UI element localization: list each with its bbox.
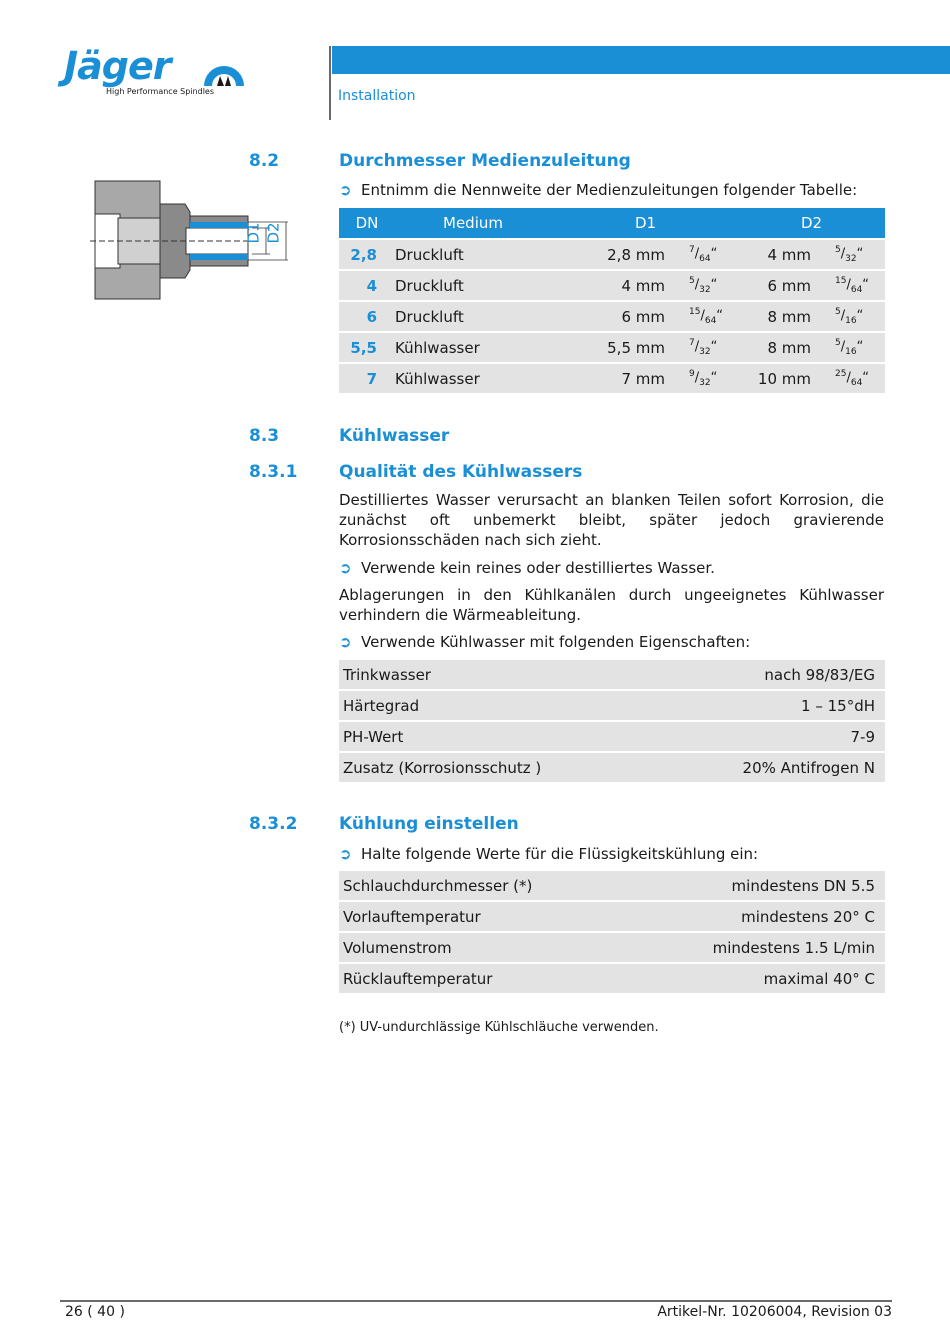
col-header-dn: DN (339, 208, 395, 239)
cell-d2-inch: $^5/_{32}“$ (829, 239, 885, 270)
table-row (339, 332, 885, 363)
jaeger-logo (64, 44, 254, 102)
fraction-denominator: 64 (850, 284, 863, 295)
section-number-8-3-2: 8.3.2 (249, 814, 298, 834)
table-row (339, 690, 885, 721)
page-number: 26 ( 40 ) (65, 1304, 125, 1320)
cell-d1: 7 mm (555, 363, 683, 393)
table-row (339, 301, 885, 332)
col-header-d1 (555, 208, 745, 239)
cell-d1-inch: $^7/_{64}“$ (683, 239, 745, 270)
arrow-bullet-icon: ➲ (339, 559, 352, 577)
fraction-denominator: 32 (699, 346, 711, 357)
arrow-bullet-icon: ➲ (339, 181, 352, 199)
figure-label-d1: D1 (244, 222, 263, 244)
setting-name: Rücklauftemperatur (339, 963, 631, 994)
cell-medium: Kühlwasser (395, 332, 555, 363)
footnote: (*) UV-undurchlässige Kühlschläuche verwenden. (339, 1020, 659, 1035)
cell-dn: 2,8 (339, 239, 395, 270)
cell-d2-inch: $^{25}/_{64}“$ (829, 363, 885, 393)
fraction-numerator: 5 (835, 307, 841, 318)
fraction-denominator: 64 (850, 377, 863, 388)
fraction-numerator: 7 (689, 338, 695, 349)
cell-d1: 5,5 mm (555, 332, 683, 363)
fraction-numerator: 9 (689, 369, 695, 380)
figure-label-d2: D2 (264, 222, 283, 244)
arrow-bullet-icon: ➲ (339, 845, 352, 863)
logo-wordmark: Jäger (64, 44, 171, 88)
table-row (339, 901, 885, 932)
instruction-no-distilled-water (339, 559, 715, 577)
fraction-numerator: 5 (835, 245, 841, 256)
property-value: 1 – 15°dH (662, 690, 885, 721)
header-section-label: Installation (338, 88, 416, 104)
cell-d2-inch: $^5/_{16}“$ (829, 332, 885, 363)
table-row (339, 752, 885, 783)
setting-name: Vorlauftemperatur (339, 901, 631, 932)
setting-name: Schlauchdurchmesser (*) (339, 871, 631, 901)
cell-d1-inch: $^9/_{32}“$ (683, 363, 745, 393)
section-title-8-2: Durchmesser Medienzuleitung (339, 151, 631, 171)
cell-d1: 6 mm (555, 301, 683, 332)
fraction-denominator: 32 (845, 253, 857, 264)
property-value: nach 98/83/EG (662, 660, 885, 690)
property-name: PH-Wert (339, 721, 662, 752)
table-row (339, 363, 885, 393)
fraction-numerator: 5 (689, 276, 695, 287)
cell-d2: 10 mm (745, 363, 829, 393)
fraction-denominator: 64 (704, 315, 717, 326)
property-name: Härtegrad (339, 690, 662, 721)
instruction-cooling-settings (339, 845, 758, 863)
article-number: Artikel-Nr. 10206004, Revision 03 (657, 1304, 892, 1320)
cell-d2: 8 mm (745, 332, 829, 363)
instruction-text: Verwende kein reines oder destilliertes Wasser. (361, 559, 715, 577)
instruction-text: Entnimm die Nennweite der Medienzuleitungen folgender Tabelle: (361, 181, 858, 199)
cell-dn: 4 (339, 270, 395, 301)
cooling-settings-table (339, 871, 885, 995)
property-value: 20% Antifrogen N (662, 752, 885, 783)
fraction-numerator: 15 (835, 276, 847, 287)
fraction-denominator: 16 (845, 346, 857, 357)
nominal-size-table (339, 208, 885, 393)
property-name: Zusatz (Korrosionsschutz ) (339, 752, 662, 783)
cell-dn: 5,5 (339, 332, 395, 363)
fraction-numerator: 25 (835, 369, 847, 380)
section-number-8-2: 8.2 (249, 151, 280, 171)
cell-d1: 4 mm (555, 270, 683, 301)
table-row (339, 721, 885, 752)
setting-value: mindestens DN 5.5 (631, 871, 885, 901)
property-value: 7-9 (662, 721, 885, 752)
fraction-denominator: 64 (699, 253, 711, 264)
cell-medium: Kühlwasser (395, 363, 555, 393)
instruction-8-2 (339, 181, 857, 199)
cell-d1-inch: $^{15}/_{64}“$ (683, 301, 745, 332)
section-number-8-3: 8.3 (249, 426, 280, 446)
setting-value: mindestens 1.5 L/min (631, 932, 885, 963)
section-number-8-3-1: 8.3.1 (249, 462, 298, 482)
fraction-denominator: 32 (699, 377, 711, 388)
setting-value: mindestens 20° C (631, 901, 885, 932)
col-header-d2-text: D2 (801, 214, 823, 232)
arrow-bullet-icon: ➲ (339, 633, 352, 651)
header-accent-bar (332, 46, 950, 74)
section-title-8-3: Kühlwasser (339, 426, 450, 446)
paragraph-distilled-water: Destilliertes Wasser verursacht an blanken Teilen sofort Korrosion, die zunächst oft unbemerkt bleibt, später jedoch gravierende Korrosionsschäden nach sich zieht. (339, 491, 884, 549)
cell-d1-inch: $^7/_{32}“$ (683, 332, 745, 363)
col-header-d2 (745, 208, 885, 239)
header-divider (329, 46, 331, 120)
cooling-water-properties-table (339, 660, 885, 784)
paragraph-deposits: Ablagerungen in den Kühlkanälen durch ungeeignetes Kühlwasser verhindern die Wärmeableitung. (339, 586, 884, 624)
cell-d2: 6 mm (745, 270, 829, 301)
instruction-text: Verwende Kühlwasser mit folgenden Eigenschaften: (361, 633, 751, 651)
cell-d2: 8 mm (745, 301, 829, 332)
footer-divider (60, 1300, 892, 1302)
cell-medium: Druckluft (395, 270, 555, 301)
col-header-medium (395, 208, 555, 239)
cell-medium: Druckluft (395, 239, 555, 270)
table-row (339, 932, 885, 963)
table-row (339, 660, 885, 690)
setting-value: maximal 40° C (631, 963, 885, 994)
col-header-medium-text: Medium (443, 214, 503, 232)
fraction-numerator: 5 (835, 338, 841, 349)
table-row (339, 270, 885, 301)
cell-dn: 7 (339, 363, 395, 393)
setting-name: Volumenstrom (339, 932, 631, 963)
table-row (339, 963, 885, 994)
instruction-text: Halte folgende Werte für die Flüssigkeitskühlung ein: (361, 845, 759, 863)
cell-medium: Druckluft (395, 301, 555, 332)
cell-d2-inch: $^{15}/_{64}“$ (829, 270, 885, 301)
cell-d1: 2,8 mm (555, 239, 683, 270)
cell-d2: 4 mm (745, 239, 829, 270)
cell-dn: 6 (339, 301, 395, 332)
col-header-d1-text: D1 (635, 214, 657, 232)
fraction-denominator: 32 (699, 284, 711, 295)
section-title-8-3-1: Qualität des Kühlwassers (339, 462, 583, 482)
table-header-row (339, 208, 885, 239)
property-name: Trinkwasser (339, 660, 662, 690)
cell-d2-inch: $^5/_{16}“$ (829, 301, 885, 332)
cell-d1-inch: $^5/_{32}“$ (683, 270, 745, 301)
fraction-numerator: 7 (689, 245, 695, 256)
instruction-cooling-water-properties (339, 633, 750, 651)
table-row (339, 871, 885, 901)
table-row (339, 239, 885, 270)
section-title-8-3-2: Kühlung einstellen (339, 814, 519, 834)
fraction-numerator: 15 (689, 307, 701, 318)
logo-tagline: High Performance Spindles (106, 87, 215, 96)
fraction-denominator: 16 (845, 315, 857, 326)
logo-arc-icon (200, 60, 248, 86)
